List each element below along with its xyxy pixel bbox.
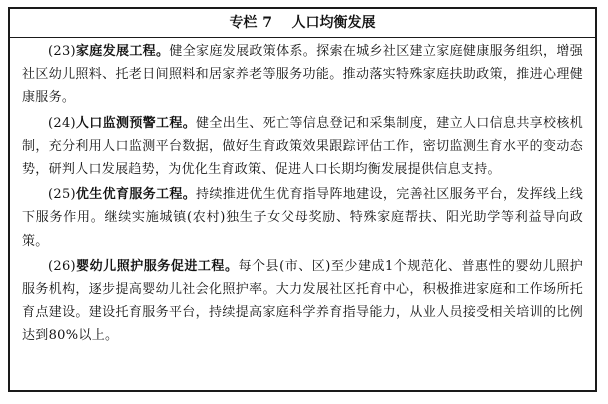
paragraph-number: (25) xyxy=(48,187,76,203)
paragraph-text: 健全出生、死亡等信息登记和采集制度，建立人口信息共享校核机制，充分利用人口监测平台数据，做好生育政策效果跟踪评估工作，密切监测生育水平的变动态势，研判人口发展趋势，为优化生育政策、促进人口长期均衡发展提供信息支持。 xyxy=(22,115,584,178)
paragraph-heading: 婴幼儿照护服务促进工程。 xyxy=(75,258,239,274)
paragraph-24 xyxy=(22,112,583,182)
paragraph-heading: 优生优育服务工程。 xyxy=(75,187,197,203)
paragraph-text: 每个县(市、区)至少建成1个规范化、普惠性的婴幼儿照护服务机构，逐步提高婴幼儿社会化照护率。大力发展社区托育中心，积极推进家庭和工作场所托育点建设。建设托育服务平台，持续提高家庭科学养育指导能力，从业人员接受相关培训的比例达到80%以上。 xyxy=(22,258,584,344)
paragraph-number: (23) xyxy=(48,44,76,59)
paragraph-text: 健全家庭发展政策体系。探索在城乡社区建立家庭健康服务组织，增强社区幼儿照料、托老日间照料和居家养老等服务功能。推动落实特殊家庭扶助政策，推进心理健康服务。 xyxy=(22,44,583,106)
paragraph-heading: 人口监测预警工程。 xyxy=(75,115,197,131)
paragraph-26 xyxy=(22,255,583,348)
paragraph-25 xyxy=(22,183,583,253)
box-title: 专栏 7 人口均衡发展 xyxy=(10,9,595,38)
paragraph-23 xyxy=(22,40,583,110)
paragraph-number: (26) xyxy=(48,258,76,274)
paragraph-heading: 家庭发展工程。 xyxy=(75,44,170,59)
paragraph-text: 持续推进优生优育指导阵地建设，完善社区服务平台，发挥线上线下服务作用。继续实施城镇(农村)独生子女父母奖励、特殊家庭帮扶、阳光助学等利益导向政策。 xyxy=(22,187,584,249)
special-column-box xyxy=(8,7,597,392)
paragraph-number: (24) xyxy=(48,115,76,131)
box-content xyxy=(10,37,595,348)
